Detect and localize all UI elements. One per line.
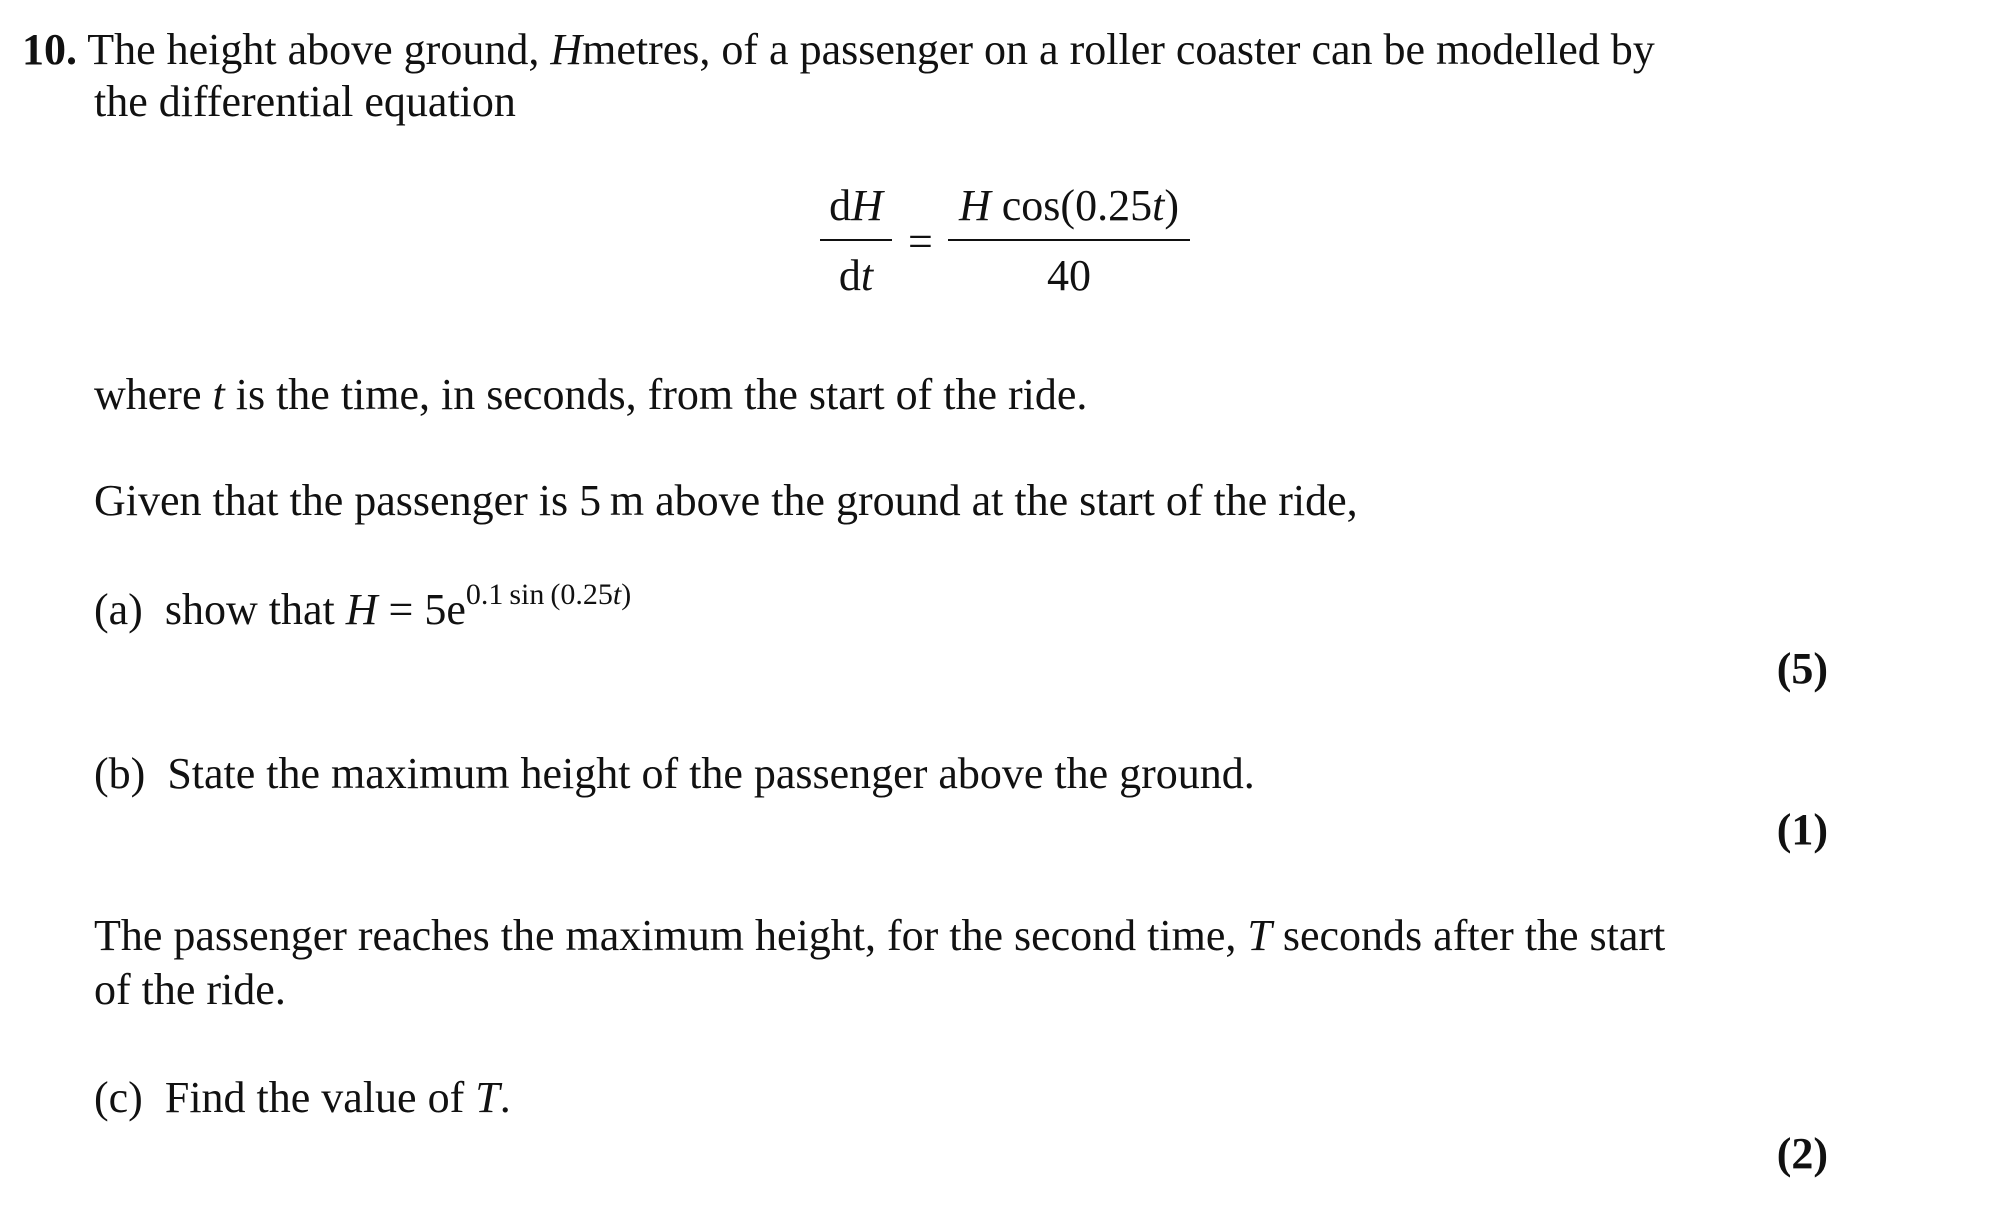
part-c [94,1072,511,1124]
lhs-fraction [820,180,892,302]
lhs-denominator: dt [838,251,874,300]
intro-variable: H [550,25,583,74]
part-a [94,578,632,641]
rhs-denominator: 40 [1047,251,1091,300]
part-c-marks: (2) [1776,1129,1828,1178]
followup-line-1: The passenger reaches the maximum height, for the second time, T seconds after the start [94,911,1666,960]
part-b-text: State the maximum height of the passenger above the ground. [167,749,1255,798]
rhs-fraction-bar [948,239,1190,241]
equals-sign: = [908,217,933,266]
part-c-text: Find the value of T. [164,1073,511,1122]
intro-text-rest: metres, of a passenger on a roller coaster can be modelled by [582,25,1655,74]
lhs-numerator: dH [829,181,883,230]
part-c-label: (c) [94,1073,143,1122]
part-a-variable: H [345,585,378,634]
intro-text: The height above ground, [87,25,551,74]
question-intro-line-1 [22,24,1655,76]
part-a-label: (a) [94,585,143,634]
question-intro-line-2: the differential equation [94,77,516,126]
question-number: 10. [22,25,77,74]
part-a-marks: (5) [1776,644,1828,693]
rhs-numerator: H cos(0.25t) [959,181,1179,230]
part-a-exponent: 0.1 sin (0.25t) [465,578,632,611]
part-b-label: (b) [94,749,146,798]
where-statement: where t is the time, in seconds, from the start of the ride. [94,370,1088,419]
given-statement: Given that the passenger is 5 m above the ground at the start of the ride, [94,476,1358,525]
lhs-fraction-bar [820,239,892,241]
part-b [94,748,1255,800]
rhs-fraction [948,180,1190,302]
part-a-text: show that [164,585,346,634]
followup-line-2: of the ride. [94,965,286,1014]
part-b-marks: (1) [1776,805,1828,854]
part-a-equation: = 5e [377,585,466,634]
